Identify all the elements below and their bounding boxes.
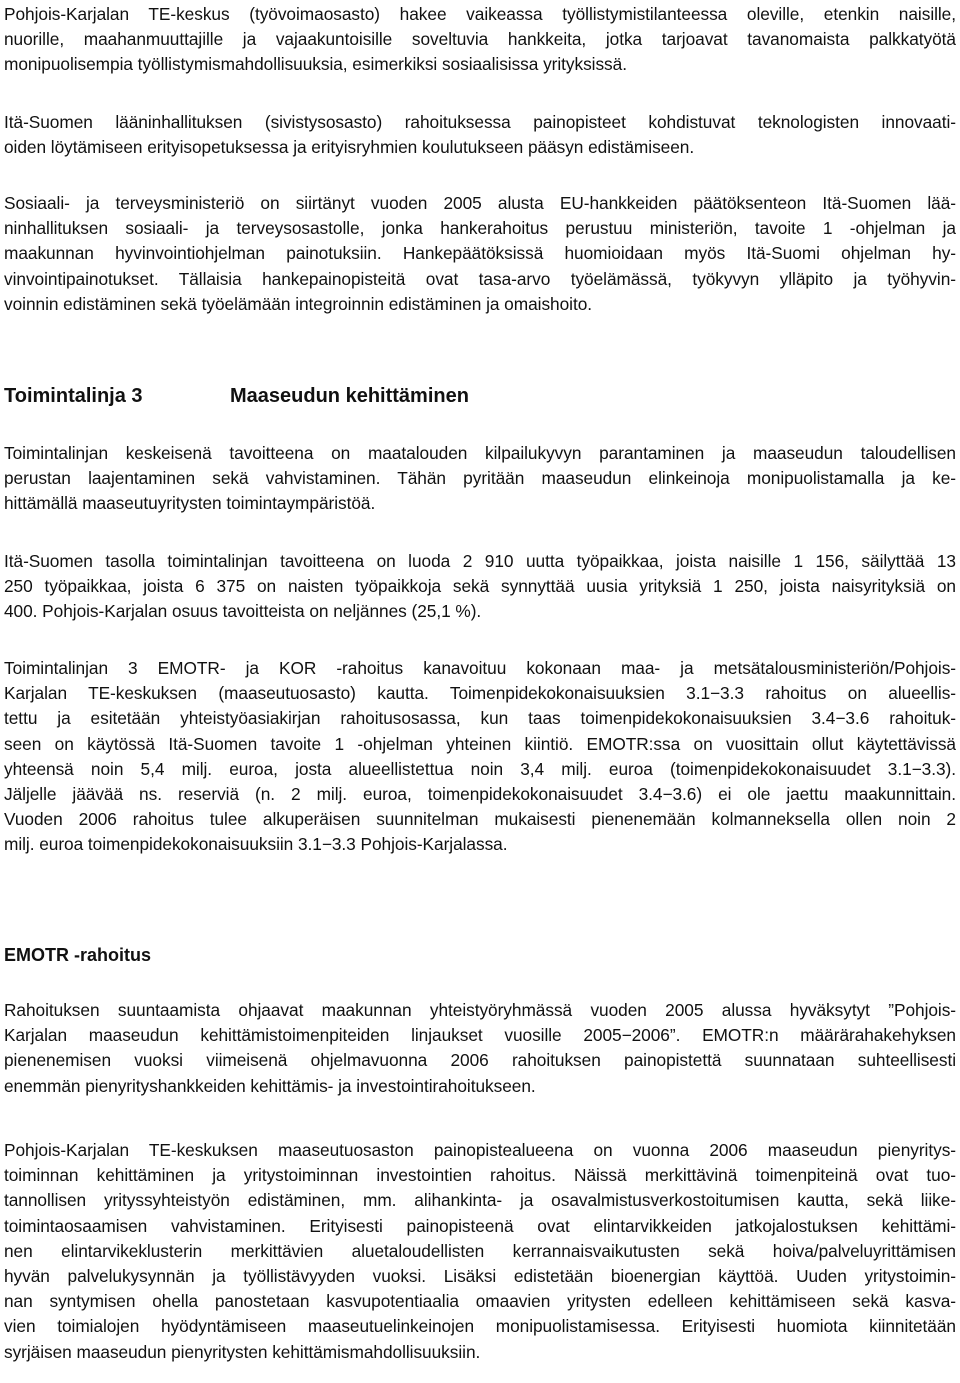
text-line: tannollisen yrityssyhteistyön edistäminen, mm. alihankinta- ja osavalmistusverkostoitumisen kautta, sekä liike- bbox=[4, 1190, 956, 1211]
text-line: hyvän palvelukysynnän ja työllistävyyden vuoksi. Lisäksi edistetään bioenergian käyttöä. Uuden yritystoimin- bbox=[4, 1266, 956, 1287]
text-line: Itä-Suomen tasolla toimintalinjan tavoitteena on luoda 2 910 uutta työpaikkaa, joista naisille 1 156, säilyttää 13 bbox=[4, 551, 956, 571]
text-line: oiden löytämiseen erityisopetuksessa ja erityisryhmien koulutukseen pääsyn edistämiseen. bbox=[4, 137, 695, 158]
text-line: enemmän pienyrityshankkeiden kehittämis- ja investointirahoitukseen. bbox=[4, 1075, 536, 1096]
text-line: syrjäisen maaseudun pienyritysten kehittämismahdollisuuksiin. bbox=[4, 1341, 481, 1362]
paragraph-emotr-kor-rahoitus bbox=[4, 656, 956, 858]
text-line: milj. euroa toimenpidekokonaisuuksiin 3.1−3.3 Pohjois-Karjalassa. bbox=[4, 834, 508, 855]
text-line: Sosiaali- ja terveysministeriö on siirtänyt vuoden 2005 alusta EU-hankkeiden päätöksenteon Itä-Suomen lää- bbox=[4, 193, 956, 213]
section-heading-emotr-rahoitus: EMOTR -rahoitus bbox=[4, 945, 151, 965]
text-line: Toimintalinjan keskeisenä tavoitteena on maatalouden kilpailukyvyn parantaminen ja maaseudun taloudellisen bbox=[4, 443, 956, 463]
paragraph-laaninhallitus-sivistys bbox=[4, 110, 956, 160]
text-line: Vuoden 2006 rahoitus tulee alkuperäisen suunnitelman mukaisesti pienenemään kolmanneksella ollen noin 2 bbox=[4, 809, 956, 830]
text-line: pienenemisen vuoksi viimeisenä ohjelmavuonna 2006 rahoituksen painopistettä suunnataan suhteellisesti bbox=[4, 1050, 956, 1071]
paragraph-ita-suomi-tavoitteet bbox=[4, 549, 956, 625]
text-line: perustan laajentaminen sekä vahvistaminen. Tähän pyritään maaseudun elinkeinoja monipuolistamalla ja ke- bbox=[4, 468, 956, 489]
text-line: Jäljelle jäävää ns. reserviä (n. 2 milj. euroa, toimenpidekokonaisuudet 3.4−3.6) ei ole jaettu maakunnittain. bbox=[4, 784, 956, 805]
text-line: toiminnan kehittäminen ja yritystoiminnan investointien rahoitus. Näissä merkittävinä toimenpiteinä ovat tuo- bbox=[4, 1165, 956, 1186]
paragraph-stm-hankkeet bbox=[4, 191, 956, 317]
paragraph-rahoituksen-suuntaaminen bbox=[4, 998, 956, 1099]
paragraph-toimintalinja-tavoite bbox=[4, 441, 956, 517]
text-line: yhteensä noin 5,4 milj. euroa, josta alueellistettua noin 3,4 milj. euroa (toimenpidekokonaisuudet 3.1−3.3). bbox=[4, 758, 956, 779]
text-line: 400. Pohjois-Karjalan osuus tavoitteista on neljännes (25,1 %). bbox=[4, 601, 482, 622]
paragraph-te-keskus-tyovoima bbox=[4, 2, 956, 78]
text-line: Rahoituksen suuntaamista ohjaavat maakunnan yhteistyöryhmässä vuoden 2005 alussa hyväksytyt ”Pohjois- bbox=[4, 1000, 956, 1020]
text-line: vinvointipainotukset. Tällaisia hankepainopisteitä ovat tasa-arvo työelämässä, työkyvyn ylläpito ja työhyvin- bbox=[4, 268, 956, 289]
text-line: 250 työpaikkaa, joista 6 375 on naisten työpaikkoja sekä synnyttää uusia yrityksiä 1 250, joista naisyrityksiä on bbox=[4, 576, 956, 597]
text-line: monipuolisempia työllistymismahdollisuuksia, esimerkiksi sosiaalisissa yrityksissä. bbox=[4, 54, 627, 75]
text-line: voinnin edistäminen sekä työelämään integroinnin edistäminen ja omaishoito. bbox=[4, 293, 593, 314]
text-line: seen on käytössä Itä-Suomen tavoite 1 -ohjelman yhteinen kiintiö. EMOTR:ssa on vuosittain ollut käytettävissä bbox=[4, 733, 956, 754]
section-title: Maaseudun kehittäminen bbox=[230, 385, 469, 407]
text-line: Toimintalinjan 3 EMOTR- ja KOR -rahoitus kanavoituu kokonaan maa- ja metsätalousministeriön/Pohjois- bbox=[4, 658, 956, 678]
text-line: maakunnan hyvinvointiohjelman painotuksiin. Hankepäätöksissä huomioidaan myös Itä-Suomi ohjelman hy- bbox=[4, 243, 956, 264]
text-line: Karjalan TE-keskuksen (maaseutuosasto) kautta. Toimenpidekokonaisuuksien 3.1−3.3 rahoitus on alueellis- bbox=[4, 683, 956, 704]
paragraph-maaseutuosasto-painopiste bbox=[4, 1138, 956, 1365]
text-line: Pohjois-Karjalan TE-keskuksen maaseutuosaston painopistealueena on vuonna 2006 maaseudun pienyritys- bbox=[4, 1140, 956, 1160]
text-line: nan syntymisen ohella panostetaan kasvupotentiaalia omaavien yritysten edelleen kehittämiseen sekä kasva- bbox=[4, 1291, 956, 1312]
text-line: Pohjois-Karjalan TE-keskus (työvoimaosasto) hakee vaikeassa työllistymistilanteessa oleville, etenkin naisille, bbox=[4, 4, 956, 24]
text-line: hittämällä maaseutuyritysten toimintaympäristöä. bbox=[4, 493, 376, 514]
section-heading-toimintalinja-3 bbox=[4, 383, 956, 409]
text-line: Karjalan maaseudun kehittämistoimenpiteiden linjaukset vuosille 2005−2006”. EMOTR:n määrärahakehyksen bbox=[4, 1025, 956, 1046]
text-line: ninhallituksen sosiaali- ja terveysosastolle, jonka hankerahoitus perustuu ministeriön, tavoite 1 -ohjelman ja bbox=[4, 218, 956, 239]
text-line: tettu ja esitetään yhteistyöasiakirjan rahoitusosassa, kun taas toimenpidekokonaisuuksien 3.4−3.6 rahoituk- bbox=[4, 708, 956, 729]
text-line: toimintaosaamisen vahvistaminen. Erityisesti painopisteenä ovat elintarvikkeiden jatkojalostuksen kehittämi- bbox=[4, 1215, 956, 1236]
section-number: Toimintalinja 3 bbox=[4, 385, 143, 407]
text-line: nen elintarvikeklusterin merkittävien aluetaloudellisten kerrannaisvaikutusten sekä hoiva/palveluyrittämisen bbox=[4, 1240, 956, 1261]
text-line: vien toimialojen hyödyntämiseen maaseutuelinkeinojen monipuolistamisessa. Erityisesti huomiota kiinnitetään bbox=[4, 1316, 956, 1337]
text-line: Itä-Suomen lääninhallituksen (sivistysosasto) rahoituksessa painopisteet kohdistuvat teknologisten innovaati- bbox=[4, 112, 956, 132]
text-line: nuorille, maahanmuuttajille ja vajaakuntoisille soveltuvia hankkeita, jotka tarjoavat tavanomaista palkkatyötä bbox=[4, 29, 956, 50]
